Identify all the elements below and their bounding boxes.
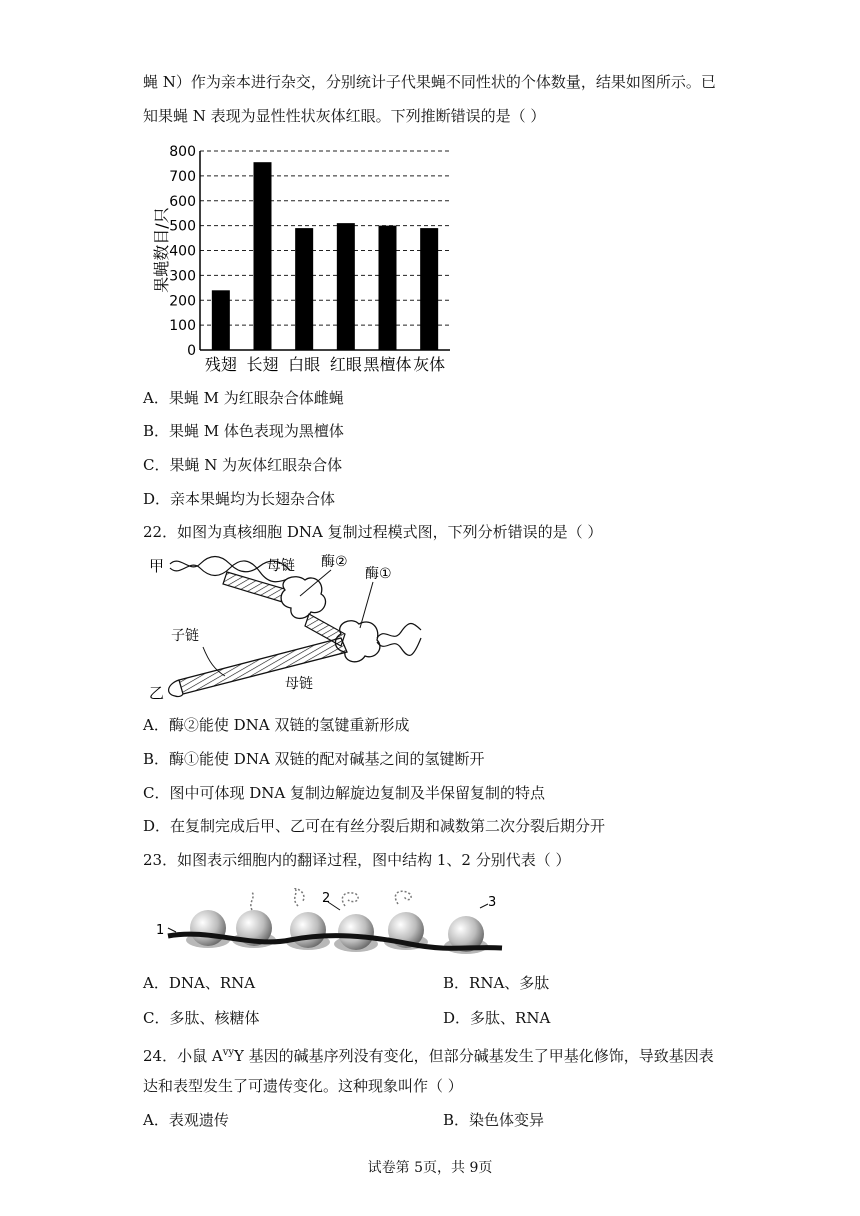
x-tick-label: 长翅 xyxy=(246,355,279,374)
y-tick-label: 200 xyxy=(169,293,196,310)
dna-replication-diagram xyxy=(145,552,425,702)
question-intro-line-2: 知果蝇 N 表现为显性性状灰体红眼。下列推断错误的是（ ） xyxy=(143,107,546,125)
q22-option-c: C．图中可体现 DNA 复制边解旋边复制及半保留复制的特点 xyxy=(143,784,545,802)
label-3: 3 xyxy=(488,895,497,910)
y-tick-label: 800 xyxy=(169,144,196,160)
y-tick-label: 600 xyxy=(169,193,196,210)
ribosome xyxy=(190,910,226,946)
bar xyxy=(254,162,272,350)
y-tick-label: 400 xyxy=(169,243,196,260)
label-1: 1 xyxy=(156,923,165,938)
q23-option-d: D．多肽、RNA xyxy=(443,1009,551,1027)
q23-stem: 23．如图表示细胞内的翻译过程，图中结构 1、2 分别代表（ ） xyxy=(143,851,571,869)
y-axis-label: 果蝇数目/只 xyxy=(152,207,171,293)
q24-stem-pre: 24．小鼠 A xyxy=(143,1047,223,1065)
y-tick-label: 500 xyxy=(169,218,196,235)
q24-stem-superscript: vy xyxy=(222,1047,235,1058)
bar xyxy=(379,226,397,350)
q21-option-c: C．果蝇 N 为灰体红眼杂合体 xyxy=(143,456,343,474)
q21-option-a: A．果蝇 M 为红眼杂合体雌蝇 xyxy=(143,389,344,407)
page-footer: 试卷第 5页，共 9页 xyxy=(367,1160,493,1176)
q24-option-a: A．表观遗传 xyxy=(143,1111,229,1129)
q23-option-a: A．DNA、RNA xyxy=(143,974,256,992)
q22-option-a: A．酶②能使 DNA 双链的氢键重新形成 xyxy=(143,716,410,734)
y-tick-label: 100 xyxy=(169,318,196,335)
label-jia: 甲 xyxy=(149,557,165,575)
q24-stem-line-2: 达和表型发生了可遗传变化。这种现象叫作（ ） xyxy=(143,1077,463,1095)
bar xyxy=(420,228,438,350)
bar xyxy=(337,223,355,350)
y-tick-label: 0 xyxy=(187,343,196,359)
x-tick-label: 白眼 xyxy=(288,355,321,374)
enzyme-2-shape xyxy=(281,577,325,619)
lower-ladder xyxy=(179,638,347,694)
q22-stem: 22．如图为真核细胞 DNA 复制过程模式图，下列分析错误的是（ ） xyxy=(143,523,603,541)
q24-option-b: B．染色体变异 xyxy=(443,1111,545,1129)
q24-stem-post: Y 基因的碱基序列没有变化，但部分碱基发生了甲基化修饰，导致基因表 xyxy=(234,1047,714,1065)
x-tick-label: 红眼 xyxy=(329,355,362,374)
translation-diagram xyxy=(150,888,510,958)
y-tick-label: 300 xyxy=(169,268,196,285)
bar xyxy=(212,290,230,350)
fruit-fly-bar-chart xyxy=(148,143,458,378)
bar xyxy=(295,228,313,350)
q21-option-d: D．亲本果蝇均为长翅杂合体 xyxy=(143,490,336,508)
x-tick-label: 残翅 xyxy=(204,355,237,374)
label-yi: 乙 xyxy=(149,684,165,702)
label-mother-strand-top: 母链 xyxy=(267,558,295,574)
label-2: 2 xyxy=(322,891,331,906)
x-tick-label: 灰体 xyxy=(413,355,446,374)
label-daughter-strand: 子链 xyxy=(171,628,199,644)
q21-option-b: B．果蝇 M 体色表现为黑檀体 xyxy=(143,422,344,440)
x-tick-label: 黑檀体 xyxy=(363,355,412,374)
q22-option-b: B．酶①能使 DNA 双链的配对碱基之间的氢键断开 xyxy=(143,750,485,768)
q23-option-c: C．多肽、核糖体 xyxy=(143,1009,260,1027)
ribosome xyxy=(290,912,326,948)
ribosome xyxy=(338,914,374,950)
label-mother-strand-bottom: 母链 xyxy=(285,676,313,692)
label-enzyme-2: 酶② xyxy=(321,554,348,570)
right-helix xyxy=(377,624,421,656)
q23-option-b: B．RNA、多肽 xyxy=(443,974,550,992)
q22-option-d: D．在复制完成后甲、乙可在有丝分裂后期和减数第二次分裂后期分开 xyxy=(143,817,606,835)
label-enzyme-1: 酶① xyxy=(365,566,392,582)
y-tick-label: 700 xyxy=(169,168,196,185)
peptide-chains xyxy=(251,888,411,910)
q24-stem-line-1 xyxy=(143,1043,714,1066)
question-intro-line-1: 蝇 N）作为亲本进行杂交，分别统计子代果蝇不同性状的个体数量，结果如图所示。已 xyxy=(143,73,716,91)
